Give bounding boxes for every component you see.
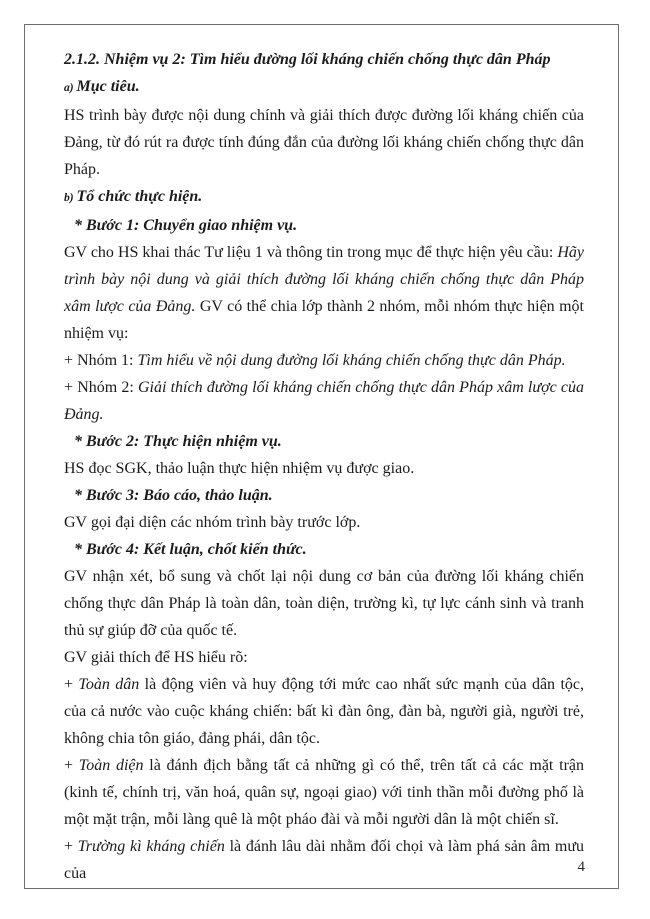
- text-run: là đánh địch bằng tất cả những gì có thể, trên tất cả các mặt trận (kinh tế, chính trị, văn hoá, quân sự, ngoại giao) với tinh thần mỗi đường phố là một mặt trận, mỗi làng quê là một pháo đài và mỗi người dân là một chiến sĩ.: [64, 757, 585, 828]
- paragraph: [64, 644, 584, 671]
- text-run: Trường kì kháng chiến: [77, 838, 225, 855]
- text-run: là đánh lâu dài nhằm đối chọi và làm phá sản âm mưu của: [64, 838, 584, 882]
- paragraph: [64, 212, 584, 239]
- text-run: GV gọi đại diện các nhóm trình bày trước lớp.: [64, 514, 361, 531]
- paragraph: [64, 102, 584, 183]
- text-run: là động viên và huy động tới mức cao nhất sức mạnh của dân tộc, của cả nước vào cuộc kháng chiến: bất kì đàn ông, đàn bà, người già, người trẻ, không chia tôn giáo, đảng phái, dân tộc.: [64, 676, 584, 747]
- paragraph: [64, 482, 584, 509]
- paragraph: [64, 428, 584, 455]
- text-run: GV giải thích để HS hiểu rõ:: [64, 649, 248, 666]
- paragraph: [64, 455, 584, 482]
- text-run: GV nhận xét, bổ sung và chốt lại nội dung cơ bản của đường lối kháng chiến chống thực dân Pháp là toàn dân, toàn diện, trường kì, tự lực cánh sinh và tranh thủ sự giúp đỡ của quốc tế.: [64, 568, 584, 639]
- document-body: [64, 46, 584, 887]
- text-run: GV có thể chia lớp thành 2 nhóm, mỗi nhóm thực hiện một nhiệm vụ:: [64, 298, 585, 342]
- text-run: + Nhóm 2:: [64, 379, 138, 396]
- text-run: GV cho HS khai thác Tư liệu 1 và thông tin trong mục để thực hiện yêu cầu:: [64, 244, 558, 261]
- document-page: [24, 24, 619, 889]
- paragraph: [64, 671, 584, 752]
- paragraph: [64, 509, 584, 536]
- text-run: HS đọc SGK, thảo luận thực hiện nhiệm vụ được giao.: [64, 460, 415, 477]
- text-run: HS trình bày được nội dung chính và giải thích được đường lối kháng chiến của Đảng, từ đó rút ra được tính đúng đắn của đường lối kháng chiến chống thực dân Pháp.: [64, 107, 584, 178]
- text-run: * Bước 4: Kết luận, chốt kiến thức.: [74, 541, 307, 558]
- text-run: b): [64, 192, 77, 204]
- paragraph: [64, 46, 584, 73]
- page-number: 4: [577, 859, 585, 875]
- paragraph: [64, 833, 584, 887]
- text-run: 2.1.2. Nhiệm vụ 2: Tìm hiểu đường lối kháng chiến chống thực dân Pháp: [64, 51, 551, 68]
- text-run: Tổ chức thực hiện.: [76, 188, 203, 205]
- paragraph: [64, 374, 584, 428]
- paragraph: [64, 752, 584, 833]
- text-run: Toàn diện: [78, 757, 144, 774]
- paragraph: [64, 347, 584, 374]
- text-run: a): [64, 82, 77, 94]
- paragraph: [64, 183, 584, 212]
- text-run: +: [64, 838, 78, 855]
- paragraph: [64, 536, 584, 563]
- paragraph: [64, 239, 584, 347]
- text-run: * Bước 1: Chuyển giao nhiệm vụ.: [74, 217, 298, 234]
- text-run: Hãy trình bày nội dung và giải thích đường lối kháng chiến chống thực dân Pháp xâm lược của Đảng.: [64, 244, 584, 315]
- paragraph: [64, 73, 584, 102]
- text-run: Giải thích đường lối kháng chiến chống thực dân Pháp xâm lược của Đảng.: [64, 379, 585, 423]
- paragraph: [64, 563, 584, 644]
- text-run: Tìm hiểu về nội dung đường lối kháng chiến chống thực dân Pháp.: [137, 352, 566, 369]
- text-run: * Bước 3: Báo cáo, thảo luận.: [74, 487, 273, 504]
- text-run: Toàn dân: [78, 676, 140, 693]
- text-run: + Nhóm 1:: [64, 352, 138, 369]
- text-run: +: [64, 757, 79, 774]
- text-run: * Bước 2: Thực hiện nhiệm vụ.: [74, 433, 282, 450]
- text-run: +: [64, 676, 79, 693]
- text-run: Mục tiêu.: [76, 78, 140, 95]
